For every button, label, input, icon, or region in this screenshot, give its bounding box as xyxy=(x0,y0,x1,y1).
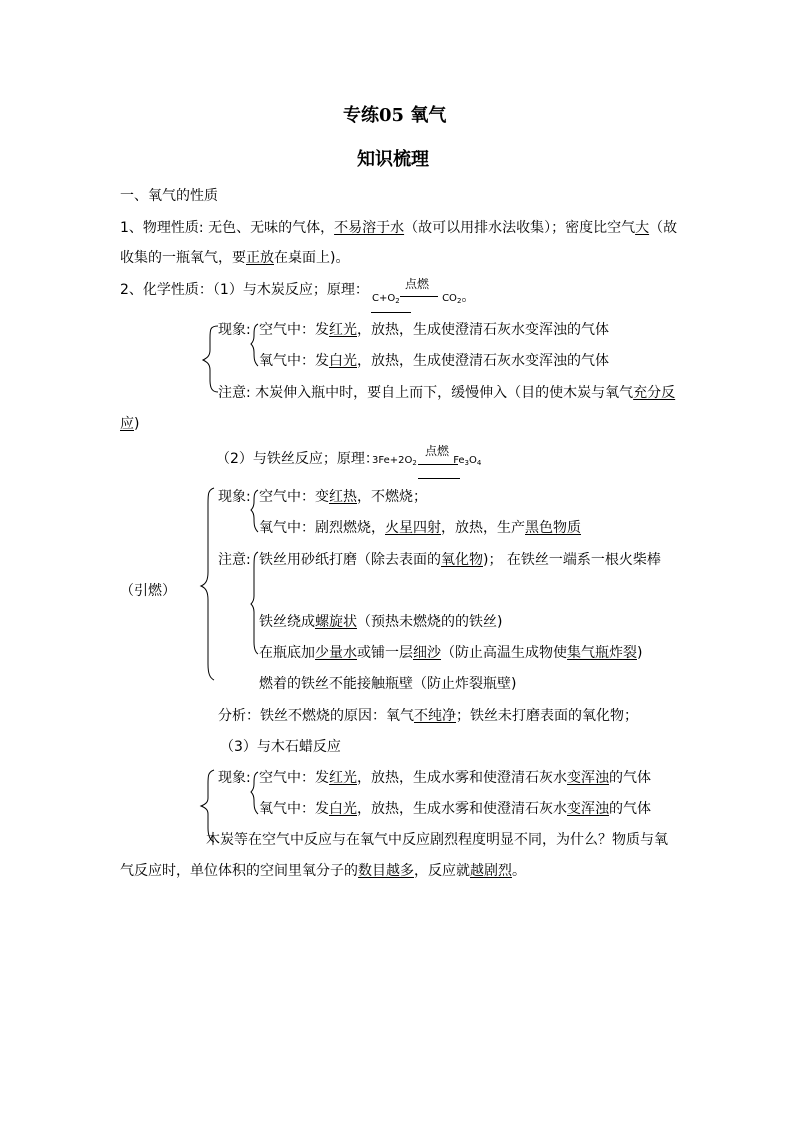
equation-underline xyxy=(371,312,411,313)
carbon-note-line2: 应) xyxy=(120,416,140,432)
iron-note-label: 注意: xyxy=(218,552,251,568)
carbon-oxygen-line: 氧气中：发白光，放热，生成使澄清石灰水变浑浊的气体 xyxy=(259,353,609,369)
iron-oxygen-line: 氧气中：剧烈燃烧，火星四射，放热，生产黑色物质 xyxy=(259,520,581,536)
ignite-label: （引燃） xyxy=(120,583,176,599)
wax-air-line: 空气中：发红光，放热，生成水雾和使澄清石灰水变浑浊的气体 xyxy=(259,770,651,786)
iron-note-4: 燃着的铁丝不能接触瓶壁（防止炸裂瓶壁) xyxy=(259,676,517,692)
carbon-phenomenon-label: 现象: xyxy=(218,322,251,338)
wax-heading: （3）与木石蜡反应 xyxy=(220,739,341,755)
carbon-note-line: 注意: 木炭伸入瓶中时，要自上而下，缓慢伸入（目的使木炭与氧气充分反 xyxy=(218,385,676,401)
wax-question-line1: 木炭等在空气中反应与在氧气中反应剧烈程度明显不同，为什么？物质与氧 xyxy=(206,832,668,848)
iron-equation-underline xyxy=(418,478,460,479)
iron-heading: （2）与铁丝反应；原理： xyxy=(216,451,379,467)
iron-note-3: 在瓶底加少量水或铺一层细沙（防止高温生成物使集气瓶炸裂) xyxy=(259,645,643,661)
iron-condition-label: 点燃 xyxy=(425,444,450,458)
carbon-equation: $C+O_2$ $CO_2$。 xyxy=(372,289,476,305)
chemical-property-lead: 2、化学性质：（1）与木炭反应；原理： xyxy=(120,282,369,298)
physical-property-line2: 收集的一瓶氧气，要正放在桌面上)。 xyxy=(120,250,350,266)
iron-equation: $3Fe+2O_2$ $Fe_3O_4$ xyxy=(372,455,482,467)
wax-phenomenon-label: 现象: xyxy=(218,770,251,786)
iron-brace xyxy=(198,484,218,684)
page-title: 专练05 氧气 xyxy=(343,105,447,126)
iron-note-2: 铁丝绕成螺旋状（预热未燃烧的的铁丝) xyxy=(259,614,503,630)
wax-oxygen-line: 氧气中：发白光，放热，生成水雾和使澄清石灰水变浑浊的气体 xyxy=(259,801,651,817)
section-title: 一、氧气的性质 xyxy=(120,188,218,204)
iron-phenomenon-label: 现象: xyxy=(218,489,251,505)
iron-air-line: 空气中：变红热，不燃烧； xyxy=(259,489,427,505)
reaction-condition-label: 点燃 xyxy=(405,277,430,291)
iron-note-1: 铁丝用砂纸打磨（除去表面的氧化物)； 在铁丝一端系一根火柴棒 xyxy=(259,552,661,568)
physical-property-line1: 1、物理性质: 无色、无味的气体，不易溶于水（故可以用排水法收集）；密度比空气大（故 xyxy=(120,220,678,236)
reaction-arrow xyxy=(400,296,438,297)
section-heading: 知识梳理 xyxy=(357,149,429,170)
carbon-air-line: 空气中：发红光，放热，生成使澄清石灰水变浑浊的气体 xyxy=(259,322,609,338)
wax-question-line2: 气反应时，单位体积的空间里氧分子的数目越多，反应就越剧烈。 xyxy=(120,863,526,879)
iron-analysis: 分析：铁丝不燃烧的原因：氧气不纯净；铁丝未打磨表面的氧化物； xyxy=(218,708,638,724)
iron-reaction-arrow xyxy=(418,464,458,465)
